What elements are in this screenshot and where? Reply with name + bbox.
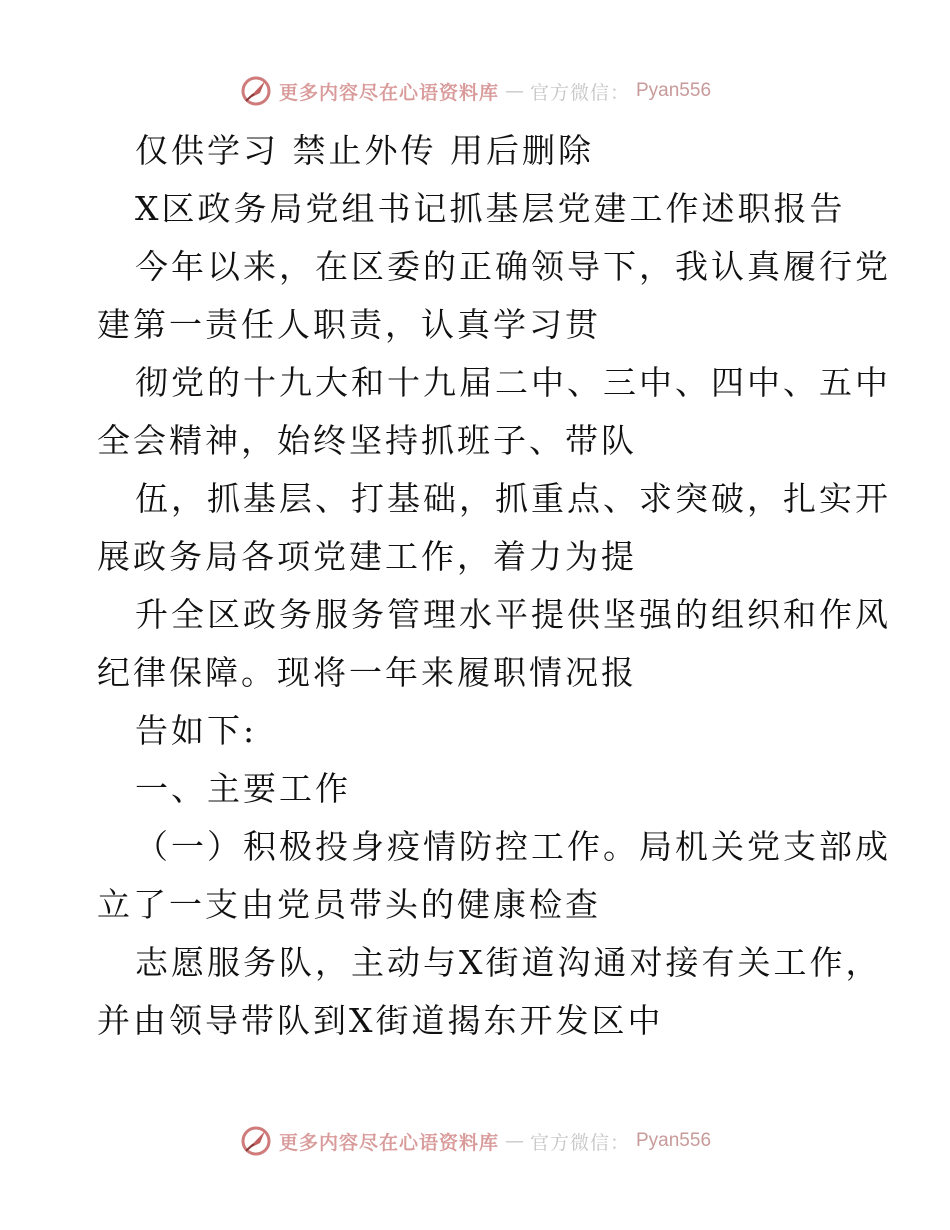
paragraph-line: 彻党的十九大和十九届二中、三中、四中、五中	[135, 363, 891, 402]
section-heading: 一、主要工作	[135, 769, 351, 808]
logo-quill-icon	[239, 1124, 273, 1158]
document-title: X区政务局党组书记抓基层党建工作述职报告	[135, 189, 846, 228]
header-watermark	[0, 71, 950, 111]
paragraph-line: 告如下:	[135, 711, 258, 750]
paragraph-line: 伍，抓基层、打基础，抓重点、求突破，扎实开	[135, 479, 891, 518]
notice-line: 仅供学习 禁止外传 用后删除	[135, 131, 594, 170]
paragraph-line: 今年以来，在区委的正确领导下，我认真履行党	[135, 247, 891, 286]
paragraph-line: 全会精神，始终坚持抓班子、带队	[97, 421, 637, 460]
footer-watermark	[0, 1121, 950, 1161]
paragraph-line: 纪律保障。现将一年来履职情况报	[97, 653, 637, 692]
paragraph-line: 立了一支由党员带头的健康检查	[97, 885, 601, 924]
document-body	[97, 122, 891, 1050]
watermark-separator: —	[504, 80, 524, 102]
paragraph-line: 志愿服务队，主动与X街道沟通对接有关工作，	[135, 943, 882, 982]
paragraph-line: 并由领导带队到X街道揭东开发区中	[97, 1001, 664, 1040]
watermark-site-text: 更多内容尽在心语资料库	[278, 81, 499, 104]
logo-quill-icon	[239, 74, 273, 108]
watermark-wechat-id: Pyan556	[636, 1130, 712, 1151]
watermark-separator: —	[504, 1130, 524, 1152]
watermark-wechat-id: Pyan556	[636, 80, 712, 101]
watermark-label: 官方微信：	[529, 1131, 630, 1154]
paragraph-line: （一）积极投身疫情防控工作。局机关党支部成	[135, 827, 891, 866]
paragraph-line: 升全区政务服务管理水平提供坚强的组织和作风	[135, 595, 891, 634]
paragraph-line: 展政务局各项党建工作，着力为提	[97, 537, 637, 576]
watermark-label: 官方微信：	[529, 81, 630, 104]
paragraph-line: 建第一责任人职责，认真学习贯	[97, 305, 601, 344]
watermark-site-text: 更多内容尽在心语资料库	[278, 1131, 499, 1154]
